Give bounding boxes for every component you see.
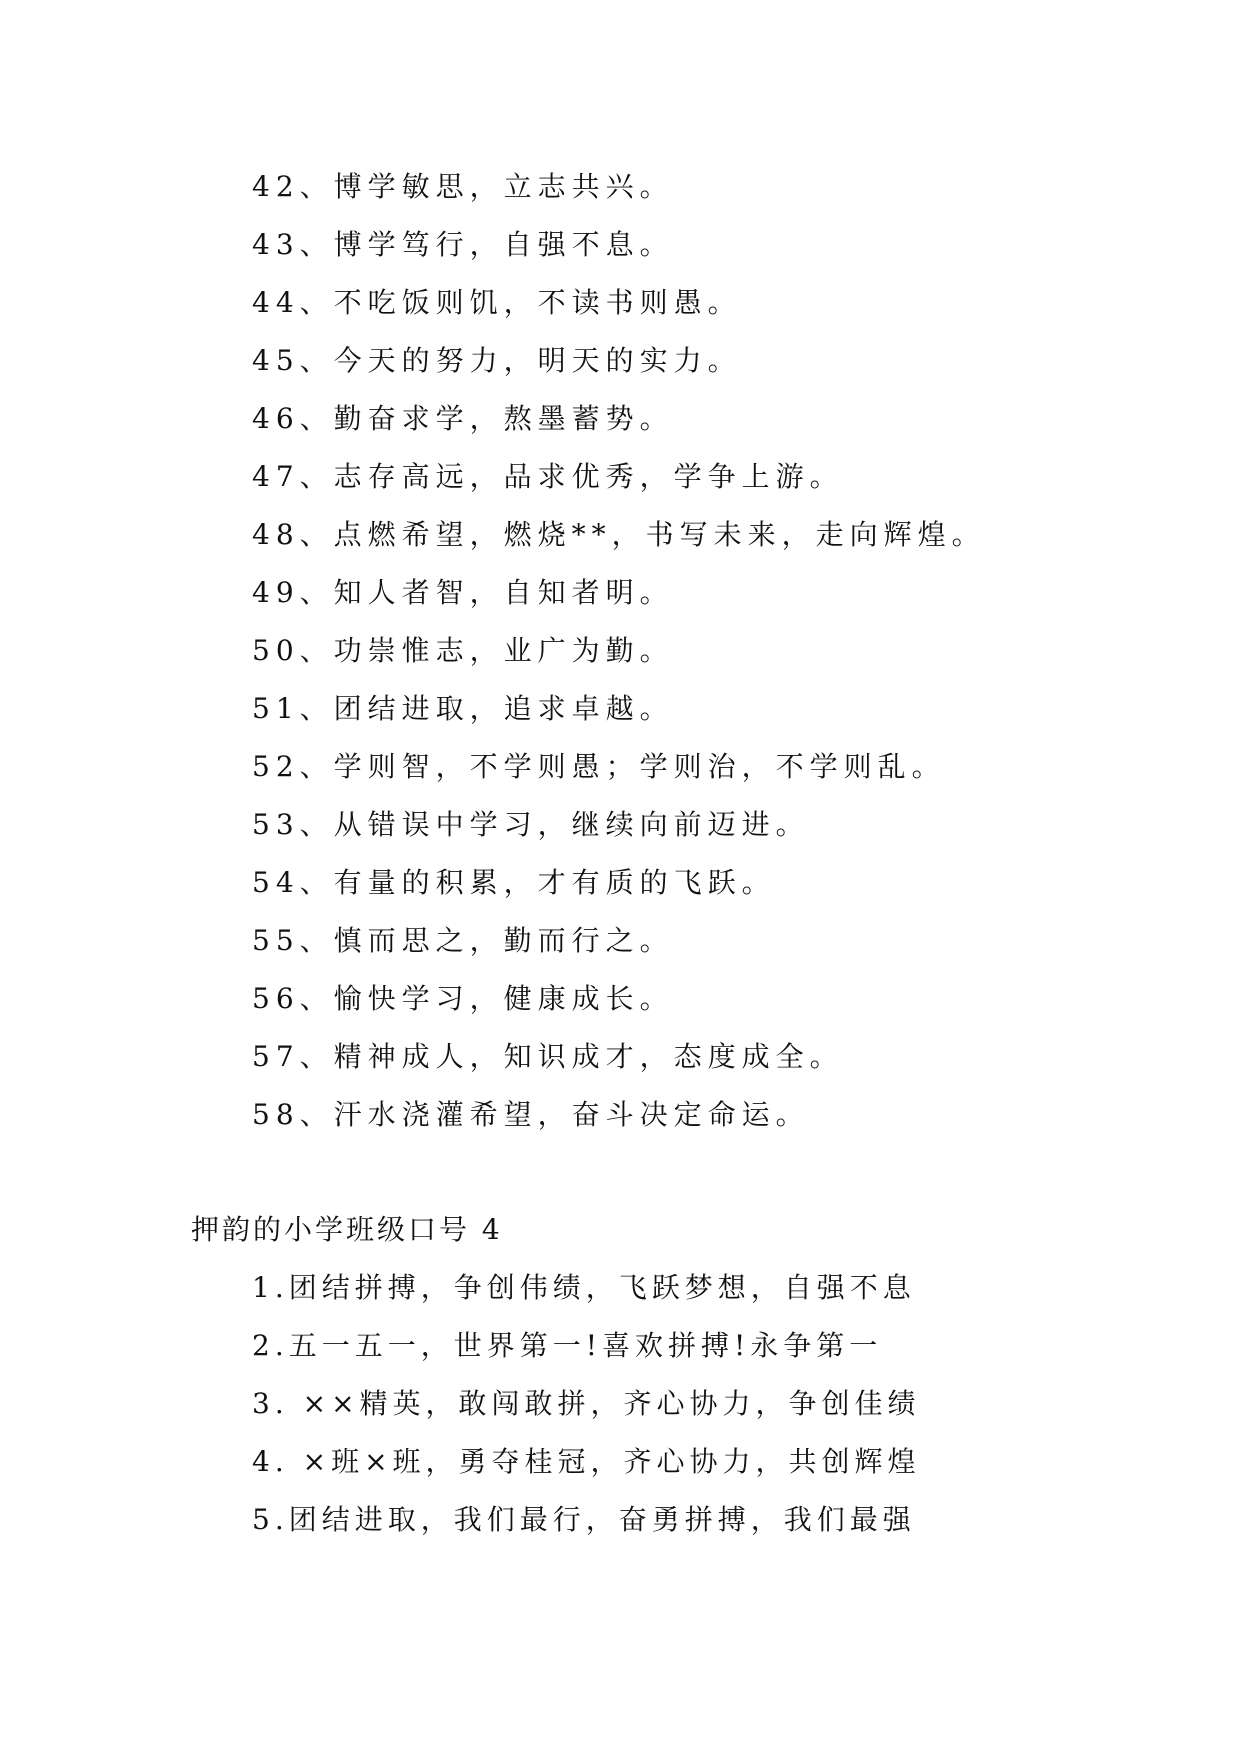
section-heading: 押韵的小学班级口号 4 — [191, 1213, 503, 1246]
list-item: 3. ××精英，敢闯敢拼，齐心协力，争创佳绩 — [252, 1387, 921, 1420]
list-item: 56、愉快学习，健康成长。 — [252, 982, 674, 1015]
list-item: 42、博学敏思，立志共兴。 — [252, 170, 674, 203]
list-item: 52、学则智，不学则愚；学则治，不学则乱。 — [252, 750, 946, 783]
list-item: 50、功崇惟志，业广为勤。 — [252, 634, 674, 667]
list-item: 1.团结拼搏，争创伟绩，飞跃梦想，自强不息 — [252, 1271, 916, 1304]
list-item: 46、勤奋求学，熬墨蓄势。 — [252, 402, 674, 435]
list-item: 58、汗水浇灌希望，奋斗决定命运。 — [252, 1098, 810, 1131]
list-item: 55、慎而思之，勤而行之。 — [252, 924, 674, 957]
list-item: 43、博学笃行，自强不息。 — [252, 228, 674, 261]
slogan-list — [252, 158, 986, 1144]
list-item: 2.五一五一，世界第一!喜欢拼搏!永争第一 — [252, 1329, 883, 1362]
list-item: 5.团结进取，我们最行，奋勇拼搏，我们最强 — [252, 1503, 916, 1536]
list-item: 49、知人者智，自知者明。 — [252, 576, 674, 609]
list-item: 57、精神成人，知识成才，态度成全。 — [252, 1040, 844, 1073]
list-item: 4. ×班×班，勇夺桂冠，齐心协力，共创辉煌 — [252, 1445, 921, 1478]
rhyming-slogan-list — [252, 1259, 921, 1549]
list-item: 45、今天的努力，明天的实力。 — [252, 344, 742, 377]
list-item: 51、团结进取，追求卓越。 — [252, 692, 674, 725]
list-item: 53、从错误中学习，继续向前迈进。 — [252, 808, 810, 841]
list-item: 48、点燃希望，燃烧**，书写未来，走向辉煌。 — [252, 518, 986, 551]
list-item: 44、不吃饭则饥，不读书则愚。 — [252, 286, 742, 319]
list-item: 47、志存高远，品求优秀，学争上游。 — [252, 460, 844, 493]
list-item: 54、有量的积累，才有质的飞跃。 — [252, 866, 776, 899]
